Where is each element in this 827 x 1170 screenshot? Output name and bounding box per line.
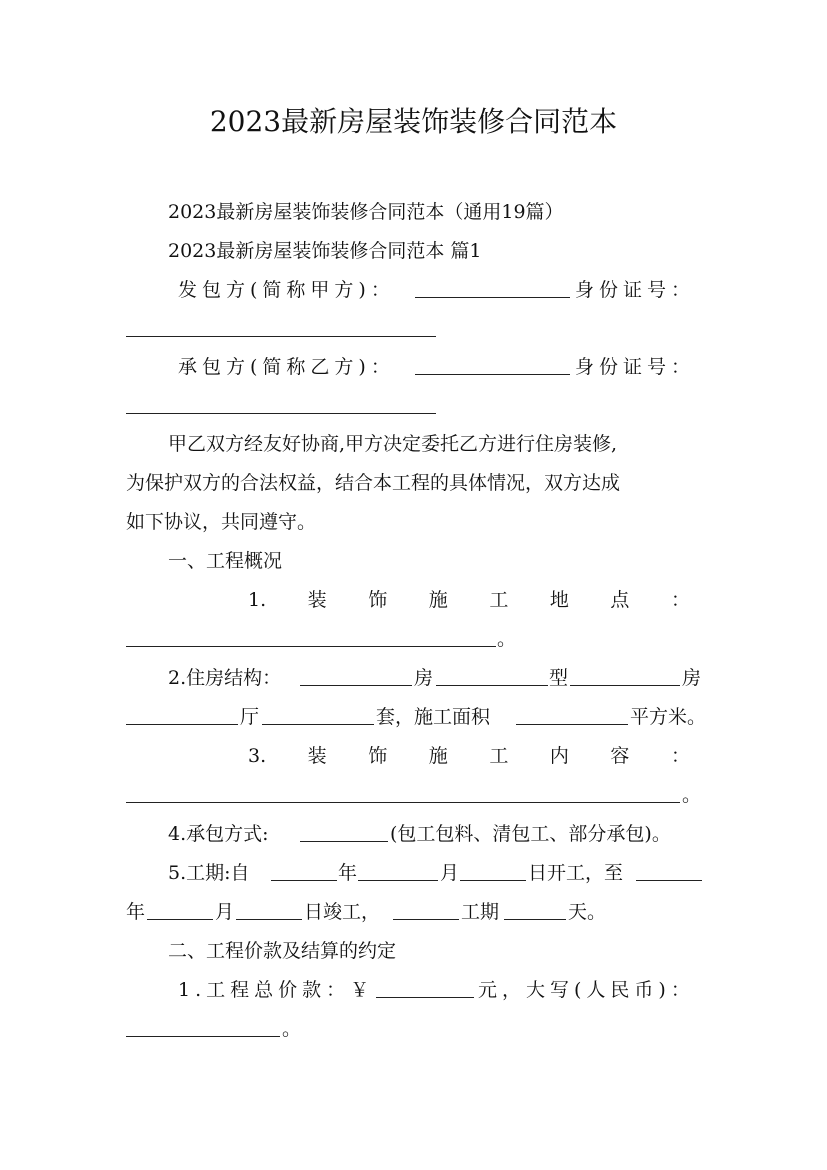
rooms-blank: [300, 685, 412, 686]
item-4-prefix: 4.承包方式:: [168, 823, 269, 845]
item-5-l2-year: 年: [126, 901, 146, 923]
item-1-char: 施: [428, 589, 448, 611]
section-1-heading: 一、工程概况: [168, 550, 283, 572]
contract-subtitle: 2023最新房屋装饰装修合同范本（通用19篇）: [168, 201, 564, 223]
sets-blank: [262, 724, 374, 725]
item-1-char: 饰: [368, 589, 388, 611]
item-2-fang2: 房: [682, 667, 702, 689]
item-1-char: 工: [489, 589, 509, 611]
content-blank: [126, 802, 680, 803]
duration-days-blank: [504, 919, 566, 920]
end-day-blank: [236, 919, 302, 920]
item-1-colon: ：: [670, 589, 690, 611]
party-b-id-label: 身份证号：: [575, 356, 696, 378]
item-2-ting: 厅: [240, 706, 260, 728]
type-blank: [436, 685, 548, 686]
item-2-tao: 套，施工面积: [376, 706, 491, 728]
item-1-location-label: [248, 588, 690, 612]
item-5-prefix: 5.工期:自: [168, 862, 250, 884]
item-3-char: 饰: [368, 745, 388, 767]
item-3-num: 3.: [248, 745, 267, 767]
item-2-fang: 房: [414, 667, 434, 689]
total-price-blank: [376, 997, 474, 998]
item-3-char: 内: [549, 745, 569, 767]
item-1-char: 点: [610, 589, 630, 611]
total-price-mid: 元，大写(人民币)：: [478, 979, 695, 1001]
intro-line-3: 如下协议，共同遵守。: [126, 511, 317, 533]
item-3-content-label: [248, 744, 690, 768]
party-b-label: 承包方(简称乙方)：: [178, 356, 395, 378]
item-5-period: 工期: [461, 901, 500, 923]
party-b-id-blank: [126, 413, 436, 414]
duration-prefix-blank: [393, 919, 459, 920]
start-year-blank: [271, 880, 337, 881]
area-blank: [516, 724, 628, 725]
start-day-blank: [460, 880, 526, 881]
intro-line-2: 为保护双方的合法权益，结合本工程的具体情况，双方达成: [126, 472, 621, 494]
item-2-xing: 型: [549, 667, 569, 689]
party-a-id-blank: [126, 336, 436, 337]
halls-blank: [126, 724, 238, 725]
price-period: 。: [282, 1018, 302, 1040]
item-5-year: 年: [338, 862, 358, 884]
location-period: 。: [497, 628, 517, 650]
party-b-name-blank: [415, 374, 570, 375]
end-month-blank: [147, 919, 213, 920]
party-a-label: 发包方(简称甲方)：: [178, 279, 395, 301]
party-a-id-label: 身份证号：: [575, 279, 696, 301]
content-period: 。: [682, 784, 702, 806]
item-2-prefix: 2.住房结构：: [168, 667, 282, 689]
end-year-blank: [636, 880, 702, 881]
intro-line-1: 甲乙双方经友好协商,甲方决定委托乙方进行住房装修,: [168, 433, 618, 455]
item-5-days: 天。: [568, 901, 607, 923]
item-1-char: 地: [549, 589, 569, 611]
item-3-char: 工: [489, 745, 509, 767]
item-5-month: 月: [440, 862, 460, 884]
item-3-char: 容: [610, 745, 630, 767]
contract-mode-blank: [300, 841, 388, 842]
total-price-prefix: 1.工程总价款：￥: [178, 979, 375, 1001]
item-5-day: 日开工，至: [528, 862, 624, 884]
item-1-char: 装: [307, 589, 327, 611]
item-3-colon: ：: [670, 745, 690, 767]
item-2-area-unit: 平方米。: [630, 706, 707, 728]
party-a-name-blank: [415, 297, 570, 298]
location-blank: [126, 646, 496, 647]
item-3-char: 装: [307, 745, 327, 767]
page-title: 2023最新房屋装饰装修合同范本: [209, 105, 618, 138]
price-words-blank: [126, 1036, 280, 1037]
rooms-2-blank: [570, 685, 680, 686]
item-5-l2-day: 日竣工，: [304, 901, 381, 923]
section-heading: 2023最新房屋装饰装修合同范本 篇1: [168, 240, 482, 262]
start-month-blank: [358, 880, 438, 881]
item-5-l2-month: 月: [215, 901, 235, 923]
item-1-num: 1.: [248, 589, 267, 611]
item-3-char: 施: [428, 745, 448, 767]
section-2-heading: 二、工程价款及结算的约定: [168, 940, 397, 962]
item-4-suffix: (包工包料、清包工、部分承包)。: [390, 823, 671, 845]
